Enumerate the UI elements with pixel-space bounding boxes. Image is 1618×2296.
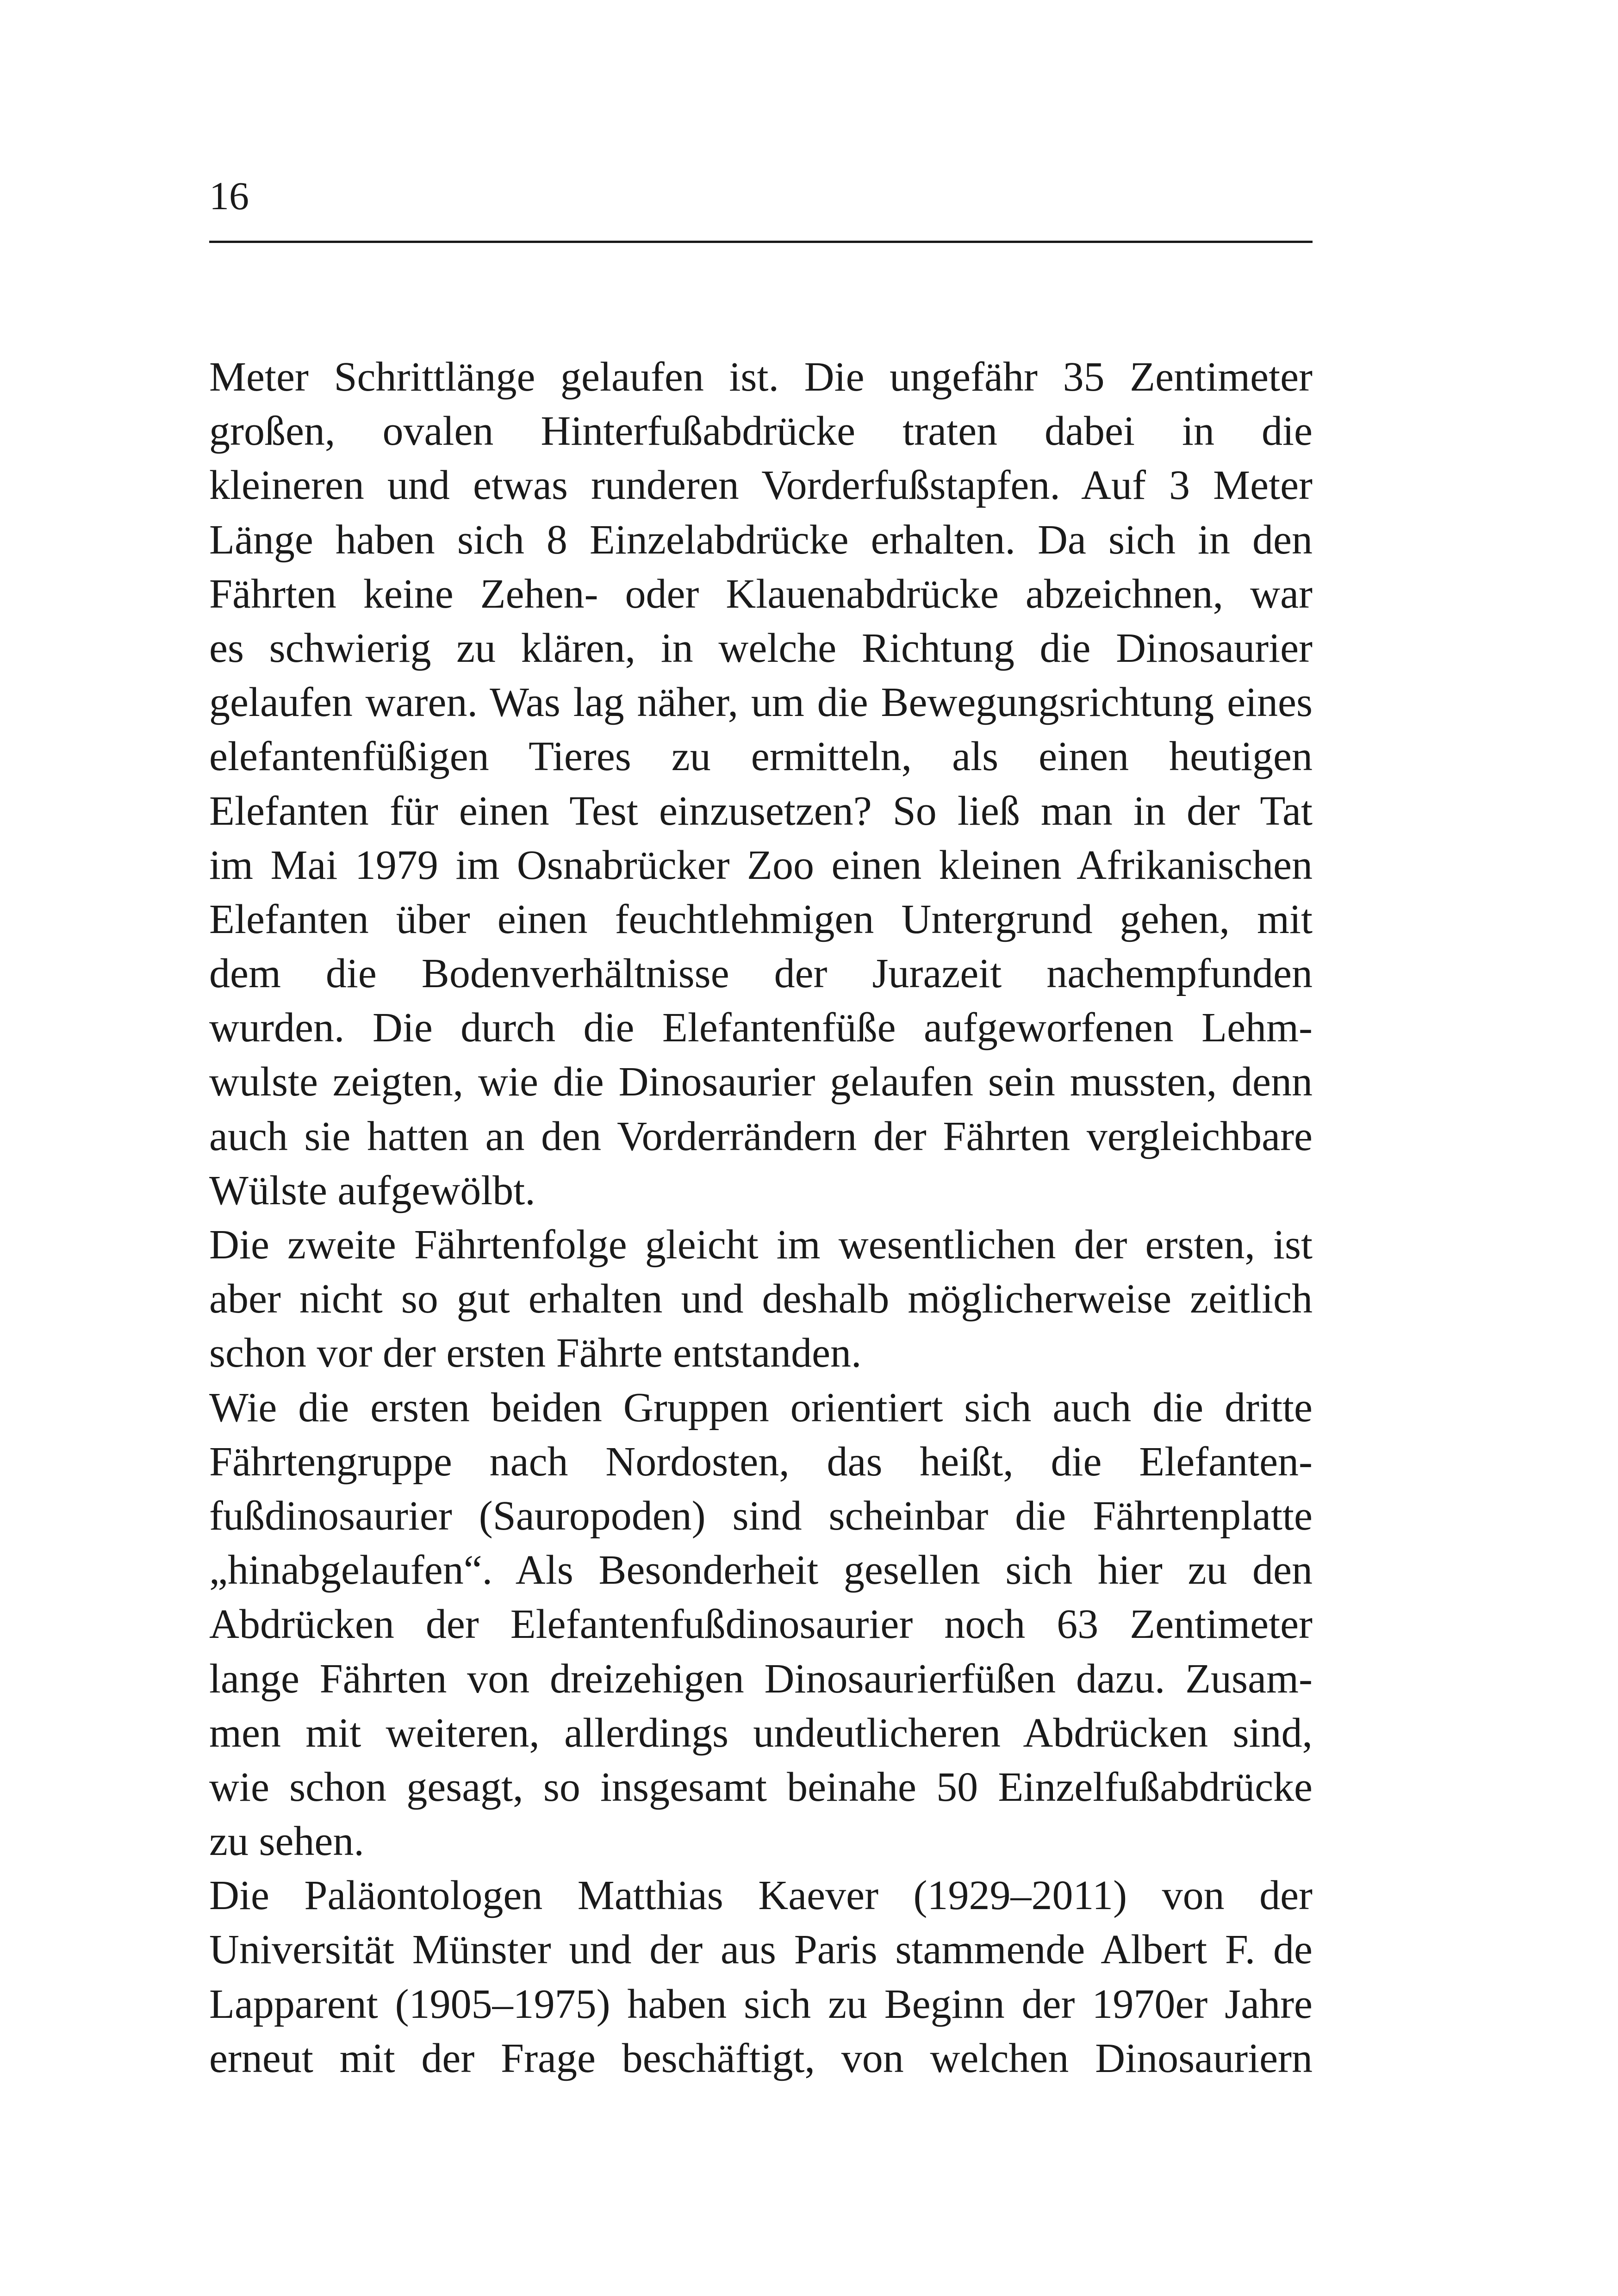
text-line: im Mai 1979 im Osnabrücker Zoo einen kleinen Afrikanischen [209, 842, 1313, 888]
text-line: Abdrücken der Elefantenfußdinosaurier noch 63 Zentimeter [209, 1601, 1313, 1648]
paragraph [209, 1381, 1313, 1869]
text-line: es schwierig zu klären, in welche Richtung die Dinosaurier [209, 625, 1313, 671]
text-line: Universität Münster und der aus Paris stammende Albert F. de [209, 1927, 1313, 1973]
text-line: men mit weiteren, allerdings undeutlicheren Abdrücken sind, [209, 1710, 1313, 1756]
text-line: Elefanten über einen feuchtlehmigen Untergrund gehen, mit [209, 896, 1313, 942]
text-line: lange Fährten von dreizehigen Dinosaurierfüßen dazu. Zusam- [209, 1655, 1313, 1702]
paragraph [209, 1868, 1313, 2085]
text-line: Wülste aufgewölbt. [209, 1167, 535, 1213]
text-line: gelaufen waren. Was lag näher, um die Bewegungsrichtung eines [209, 679, 1313, 726]
text-line: dem die Bodenverhältnisse der Jurazeit nachempfunden [209, 951, 1313, 997]
text-line: Fährten keine Zehen- oder Klauenabdrücke abzeichnen, war [209, 571, 1313, 617]
text-line: wurden. Die durch die Elefantenfüße aufgeworfenen Lehm- [209, 1005, 1313, 1051]
paragraph [209, 1218, 1313, 1381]
text-line: erneut mit der Frage beschäftigt, von welchen Dinosauriern [209, 2035, 1313, 2081]
page-number: 16 [209, 174, 249, 218]
text-line: kleineren und etwas runderen Vorderfußstapfen. Auf 3 Meter [209, 462, 1313, 509]
text-line: Elefanten für einen Test einzusetzen? So ließ man in der Tat [209, 788, 1313, 834]
header-rule [209, 241, 1313, 243]
text-line: Lapparent (1905–1975) haben sich zu Beginn der 1970er Jahre [209, 1981, 1313, 2027]
text-line: Fährtengruppe nach Nordosten, das heißt, die Elefanten- [209, 1438, 1313, 1485]
paragraph [209, 350, 1313, 1218]
text-line: zu sehen. [209, 1818, 364, 1865]
text-line: Wie die ersten beiden Gruppen orientiert sich auch die dritte [209, 1384, 1313, 1431]
text-line: wulste zeigten, wie die Dinosaurier gelaufen sein mussten, denn [209, 1059, 1313, 1105]
text-line: aber nicht so gut erhalten und deshalb möglicherweise zeitlich [209, 1276, 1313, 1322]
text-line: Meter Schrittlänge gelaufen ist. Die ungefähr 35 Zentimeter [209, 354, 1313, 400]
body-text [209, 350, 1313, 2085]
text-line: elefantenfüßigen Tieres zu ermitteln, als einen heutigen [209, 734, 1313, 780]
text-line: Länge haben sich 8 Einzelabdrücke erhalten. Da sich in den [209, 516, 1313, 563]
text-line: auch sie hatten an den Vorderrändern der Fährten vergleichbare [209, 1113, 1313, 1159]
text-line: großen, ovalen Hinterfußabdrücke traten dabei in die [209, 408, 1313, 454]
text-line: schon vor der ersten Fährte entstanden. [209, 1330, 862, 1376]
text-line: wie schon gesagt, so insgesamt beinahe 50 Einzelfußabdrücke [209, 1764, 1313, 1810]
text-line: fußdinosaurier (Sauropoden) sind scheinbar die Fährtenplatte [209, 1493, 1313, 1539]
text-line: „hinabgelaufen“. Als Besonderheit gesellen sich hier zu den [209, 1547, 1313, 1593]
text-line: Die zweite Fährtenfolge gleicht im wesentlichen der ersten, ist [209, 1222, 1313, 1268]
text-line: Die Paläontologen Matthias Kaever (1929–2011) von der [209, 1873, 1313, 1919]
